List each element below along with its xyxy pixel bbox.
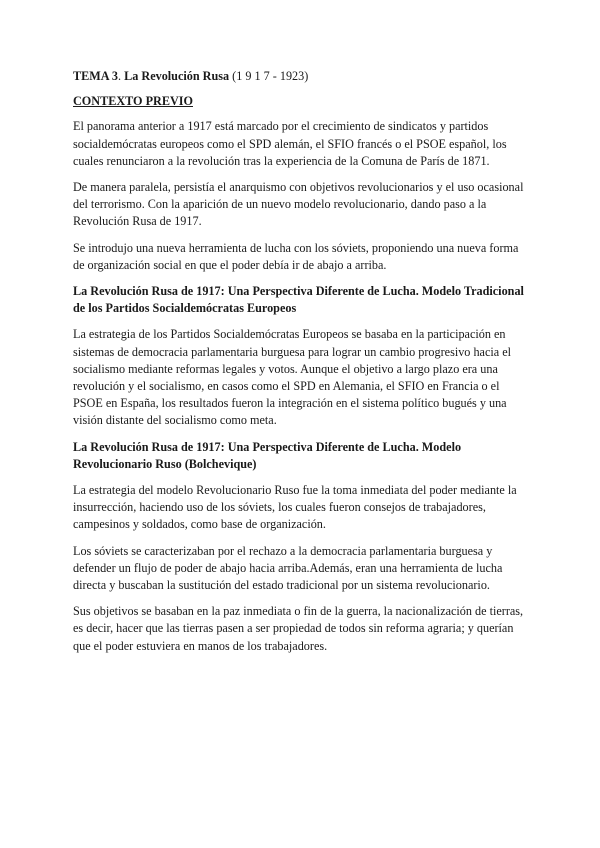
title-tema: TEMA 3 bbox=[73, 69, 119, 83]
document-title bbox=[73, 68, 531, 85]
subsection-2-paragraph-1: La estrategia del modelo Revolucionario Ruso fue la toma inmediata del poder mediante la insurrección, haciendo uso de los sóviets, los cuales fueron consejos de trabajadores, campesinos y soldados, como base de organización. bbox=[73, 483, 517, 532]
subsection-2-heading: La Revolución Rusa de 1917: Una Perspectiva Diferente de Lucha. Modelo Revolucionario Ruso (Bolchevique) bbox=[73, 439, 462, 471]
document-page bbox=[73, 68, 531, 664]
subsection-2-paragraph-3: Sus objetivos se basaban en la paz inmediata o fin de la guerra, la nacionalización de tierras, es decir, hacer que las tierras pasen a ser propiedad de todos sin reforma agraria; y querían que el poder estuviera en manos de los trabajadores. bbox=[73, 604, 524, 653]
intro-paragraph-3: Se introdujo una nueva herramienta de lucha con los sóviets, proponiendo una nueva forma de organización social en que el poder debía ir de abajo a arriba. bbox=[73, 240, 519, 272]
subsection-1-paragraph-1: La estrategia de los Partidos Socialdemócratas Europeos se basaba en la participación en sistemas de democracia parlamentaria burguesa para lograr un cambio progresivo hacia el socialismo mediante reformas legales y votos. Aunque el objetivo a largo plazo era una revolución y el socialismo, en casos como el SPD en Alemania, el SFIO en Francia o el PSOE en España, los resultados fueron la integración en el sistema político bugués y una visión distante del socialismo como meta. bbox=[73, 327, 511, 428]
intro-paragraph-2: De manera paralela, persistía el anarquismo con objetivos revolucionarios y el uso ocasional del terrorismo. Con la aparición de un nuevo modelo revolucionario, dando paso a la Revolución Rusa de 1917. bbox=[73, 180, 524, 229]
title-years: (1 9 1 7 - 1923) bbox=[229, 69, 309, 83]
title-main: La Revolución Rusa bbox=[124, 69, 230, 83]
intro-paragraph-1: El panorama anterior a 1917 está marcado por el crecimiento de sindicatos y partidos socialdemócratas europeos como el SPD alemán, el SFIO francés o el PSOE español, los cuales renunciaron a la revolución tras la experiencia de la Comuna de París de 1871. bbox=[73, 119, 507, 168]
subsection-1-heading: La Revolución Rusa de 1917: Una Perspectiva Diferente de Lucha. Modelo Tradicional de los Partidos Socialdemócratas Europeos bbox=[73, 284, 524, 316]
title-separator: . bbox=[118, 69, 125, 83]
subsection-2-paragraph-2: Los sóviets se caracterizaban por el rechazo a la democracia parlamentaria burguesa y defender un flujo de poder de abajo hacia arriba.Además, eran una herramienta de lucha directa y buscaban la sustitución del estado tradicional por un sistema revolucionario. bbox=[73, 543, 503, 593]
section-heading: CONTEXTO PREVIO bbox=[73, 94, 193, 109]
